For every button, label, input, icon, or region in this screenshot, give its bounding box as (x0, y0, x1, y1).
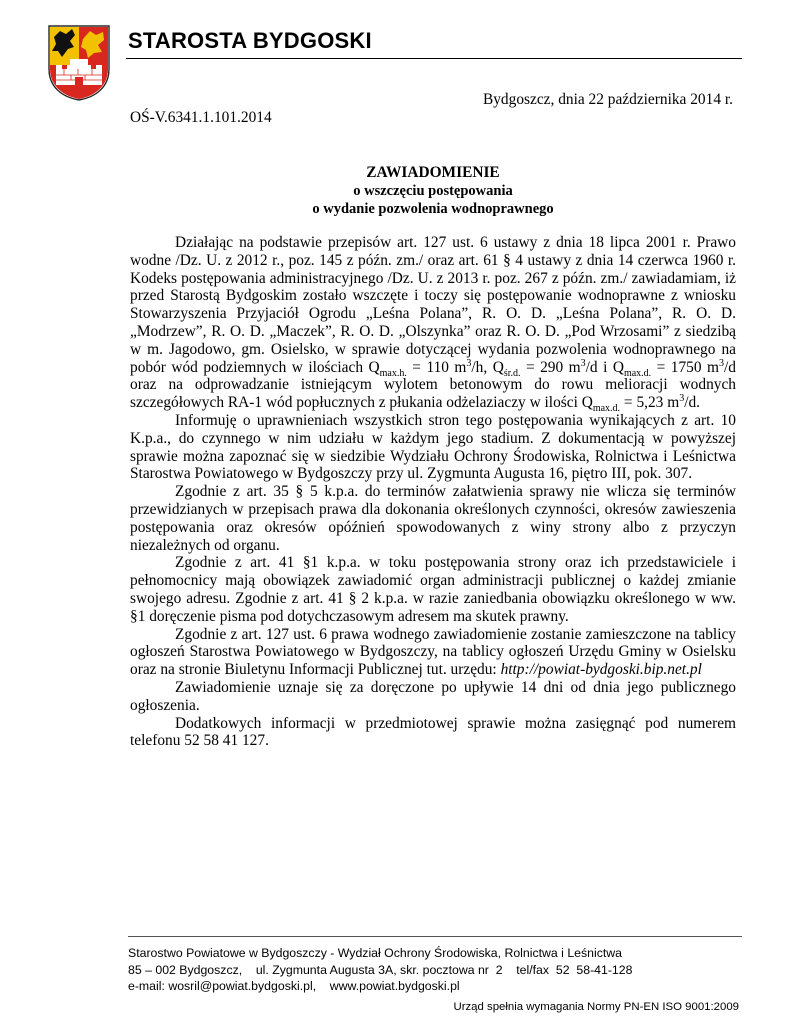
paragraph-5: Zgodnie z art. 127 ust. 6 prawa wodnego zawiadomienie zostanie zamieszczone na tablicy ogłoszeń Starostwa Powiatowego w Bydgoszczy, na tablicy ogłoszeń Urzędu Gminy w Osielsku oraz na stronie Biuletynu Informacji Publicznej tut. urzędu: http://powiat-bydgoski.bip.net.pl (130, 625, 736, 679)
footer-line-1: Starostwo Powiatowe w Bydgoszczy - Wydział Ochrony Środowiska, Rolnictwa i Leśnictwa (128, 946, 623, 960)
footer-line-3: e-mail: wosril@powiat.bydgoski.pl, www.powiat.bydgoski.pl (128, 979, 460, 993)
document-body (130, 234, 736, 750)
reference-number: OŚ-V.6341.1.101.2014 (130, 109, 272, 126)
heading-subtitle-2: o wydanie pozwolenia wodnoprawnego (312, 201, 554, 217)
paragraph-7: Dodatkowych informacji w przedmiotowej sprawie można zasięgnąć pod numerem telefonu 52 58 41 127. (130, 714, 736, 750)
page-title: STAROSTA BYDGOSKI (128, 28, 372, 53)
footer-divider (128, 936, 742, 937)
paragraph-4: Zgodnie z art. 41 §1 k.p.a. w toku postępowania strony oraz ich przedstawiciele i pełnomocnicy mają obowiązek zawiadomić organ administracji publicznej o każdej zmianie swojego adresu. Zgodnie z art. 41 § 2 k.p.a. w razie zaniedbania obowiązku określonego w ww. §1 doręczenie pisma pod dotychczasowym adresem ma skutek prawny. (130, 554, 736, 625)
paragraph-2: Informuję o uprawnieniach wszystkich stron tego postępowania wynikających z art. 10 K.p.a., do czynnego w nim udziału w każdym jego stadium. Z dokumentacją w powyższej sprawie można zapoznać się w siedzibie Wydziału Ochrony Środowiska, Rolnictwa i Leśnictwa Starostwa Powiatowego w Bydgoszczy przy ul. Zygmunta Augusta 16, piętro III, pok. 307. (130, 411, 736, 483)
heading-title: ZAWIADOMIENIE (366, 164, 500, 181)
footer (128, 945, 632, 995)
document-heading (130, 164, 736, 218)
paragraph-3: Zgodnie z art. 35 § 5 k.p.a. do terminów załatwienia sprawy nie wlicza się terminów przewidzianych w przepisach prawa dla dokonania określonych czynności, okresów zawieszenia postępowania oraz okresów opóźnień spowodowanych z winy strony albo z przyczyn niezależnych od organu. (130, 483, 736, 554)
paragraph-6: Zawiadomienie uznaje się za doręczone po upływie 14 dni od dnia jego publicznego ogłoszenia. (130, 678, 736, 714)
bip-link[interactable]: http://powiat-bydgoski.bip.net.pl (500, 661, 702, 679)
footer-line-2: 85 – 002 Bydgoszcz, ul. Zygmunta Augusta 3A, skr. pocztowa nr 2 tel/fax 52 58-41-128 (128, 962, 633, 977)
heading-subtitle-1: o wszczęciu postępowania (353, 183, 513, 199)
paragraph-1: Działając na podstawie przepisów art. 127 ust. 6 ustawy z dnia 18 lipca 2001 r. Prawo wodne /Dz. U. z 2012 r., poz. 145 z późn. zm./ oraz art. 61 § 4 ustawy z dnia 14 czerwca 1960 r. Kodeks postępowania administracyjnego /Dz. U. z 2013 r. poz. 267 z późn. zm./ zawiadamiam, iż przed Starostą Bydgoskim zostało wszczęte i toczy się postępowanie wodnoprawne z wniosku Stowarzyszenia Przyjaciół Ogrodu „Leśna Polana”, R. O. D. „Leśna Polana”, R. O. D. „Modrzew”, R. O. D. „Maczek”, R. O. D. „Olszynka” oraz R. O. D. „Pod Wrzosami” z siedzibą w m. Jagodowo, gm. Osielsko, w sprawie dotyczącej wydania pozwolenia wodnoprawnego na pobór wód podziemnych w ilościach $Q_{max.h.} = 110$ $m^3/h$, $Q_{śr.d.} = 290$ $m^3/d$ i $Q_{max.d.} = 1750$ $m^3/d$ oraz na odprowadzanie istniejącym wylotem betonowym do rowu melioracji wodnych szczegółowych RA-1 wód popłucznych z płukania odżelaziaczy w ilości $Q_{max.d.} = 5,23$ $m^3/d$. (130, 234, 736, 415)
place-date: Bydgoszcz, dnia 22 października 2014 r. (482, 91, 733, 108)
coat-of-arms-logo (48, 25, 110, 101)
iso-note: Urząd spełnia wymagania Normy PN-EN ISO 9001:2009 (453, 1001, 739, 1013)
title-divider (126, 58, 742, 59)
